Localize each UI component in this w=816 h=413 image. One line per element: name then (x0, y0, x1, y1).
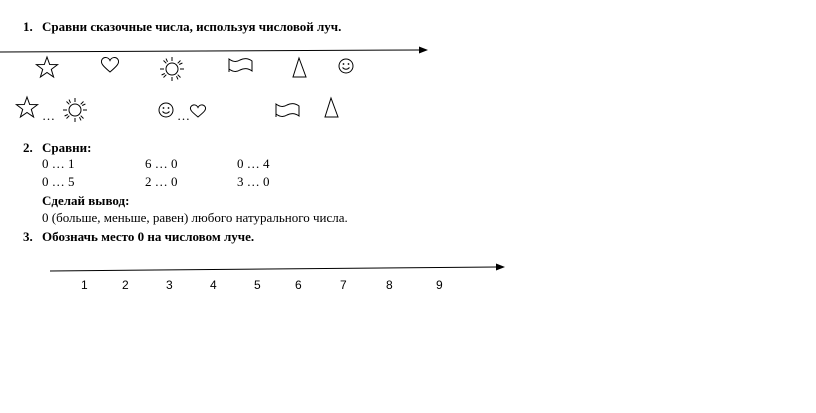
ray-number: 1 (81, 278, 88, 292)
sun-icon (63, 98, 87, 122)
ray-number: 5 (254, 278, 261, 292)
smiley-icon (159, 103, 173, 117)
ray-number: 8 (386, 278, 393, 292)
ray-number: 4 (210, 278, 217, 292)
task1-number: 1. (23, 19, 33, 34)
number-ray-2 (50, 264, 505, 272)
compare-item: 0 … 5 (42, 174, 75, 189)
conclusion-text: 0 (больше, меньше, равен) любого натурального числа. (42, 210, 348, 225)
star-icon (36, 57, 57, 77)
task2-title: Сравни: (42, 140, 92, 155)
triangle-icon (293, 58, 306, 77)
ray-number: 2 (122, 278, 129, 292)
ray-number: 7 (340, 278, 347, 292)
compare-item: 3 … 0 (237, 174, 270, 189)
task3-text: Обозначь место 0 на числовом луче. (42, 229, 255, 244)
ellipsis-1: … (42, 108, 55, 123)
task2-number: 2. (23, 140, 33, 155)
task3-number: 3. (23, 229, 33, 244)
compare-item: 0 … 1 (42, 156, 75, 171)
task1-text: Сравни сказочные числа, используя числовой луч. (42, 19, 342, 34)
flag-icon (276, 104, 299, 117)
flag-icon (229, 59, 252, 72)
compare-item: 2 … 0 (145, 174, 178, 189)
star-icon (16, 97, 37, 117)
ellipsis-2: … (177, 108, 190, 123)
ray-number: 6 (295, 278, 302, 292)
heart-icon (190, 105, 205, 117)
smiley-icon (339, 59, 353, 73)
ray-number: 3 (166, 278, 173, 292)
triangle-icon (325, 98, 338, 117)
number-ray-1 (0, 47, 428, 54)
conclusion-title: Сделай вывод: (42, 193, 130, 208)
compare-item: 6 … 0 (145, 156, 178, 171)
heart-icon (101, 58, 118, 72)
sun-icon (160, 57, 184, 81)
compare-item: 0 … 4 (237, 156, 270, 171)
ray-number: 9 (436, 278, 443, 292)
